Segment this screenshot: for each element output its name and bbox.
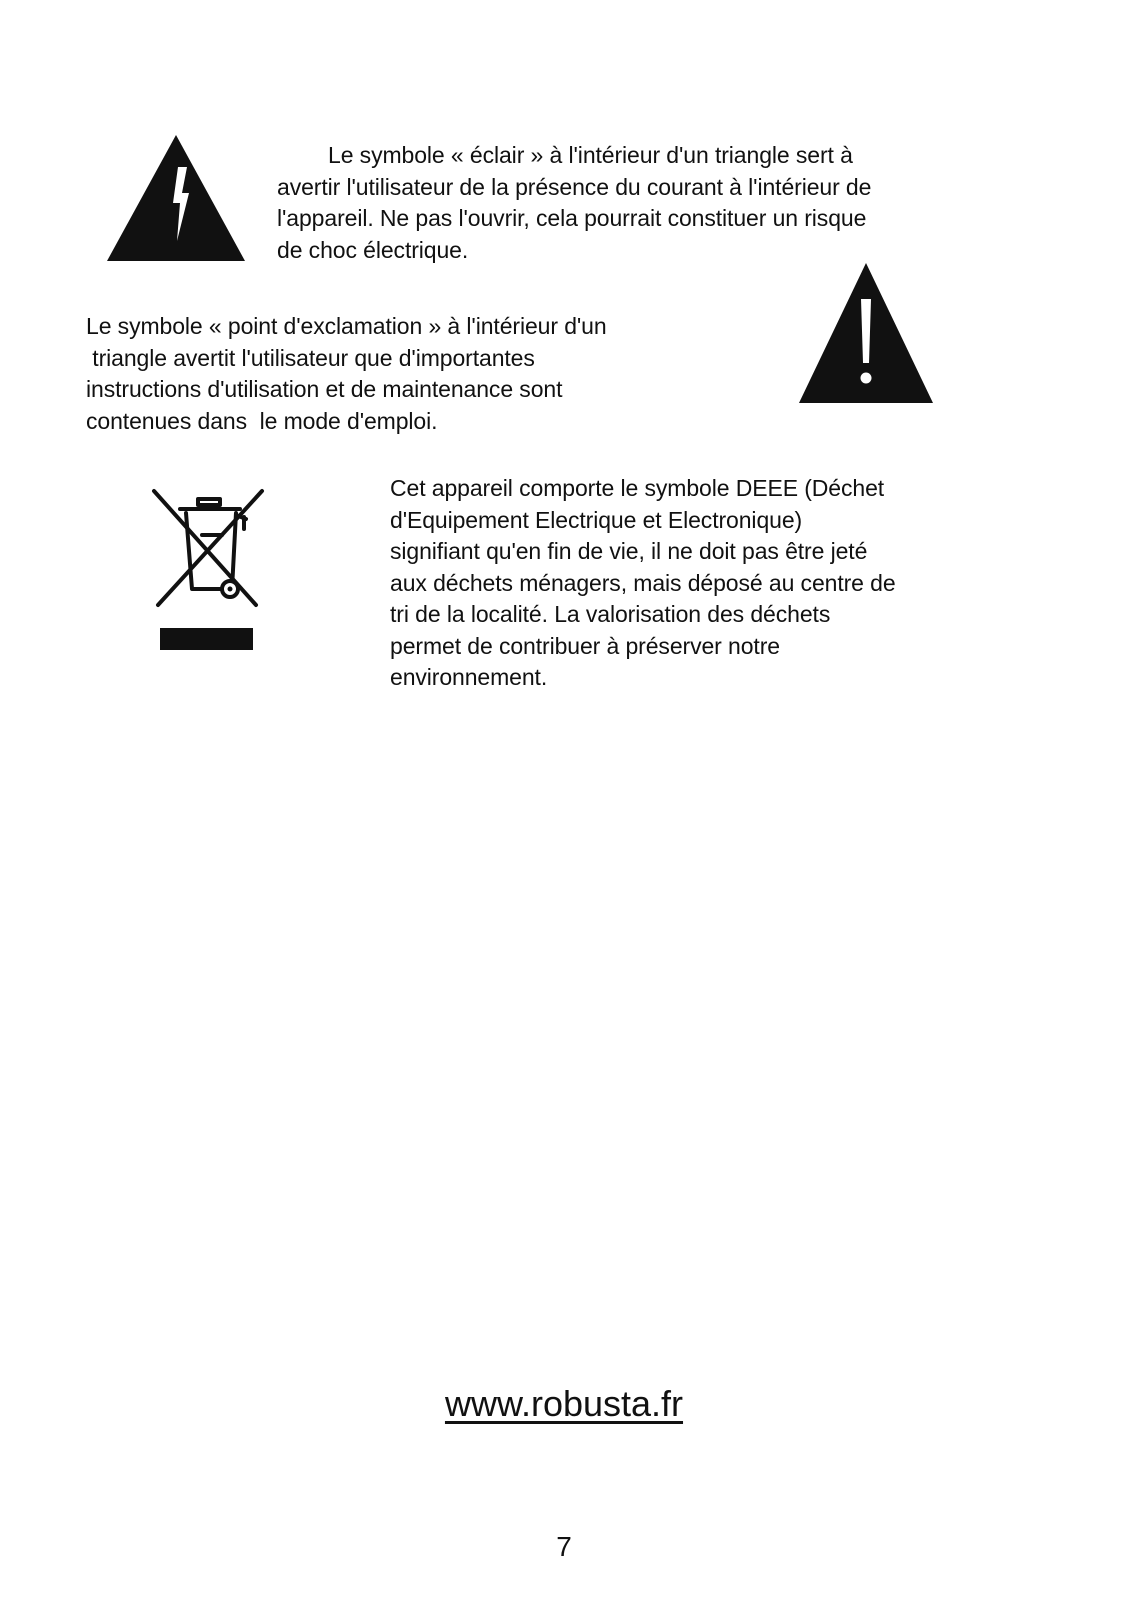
lightning-warning-triangle-icon	[107, 135, 245, 261]
website-link[interactable]: www.robusta.fr	[444, 1383, 684, 1424]
exclamation-warning-text	[86, 311, 607, 437]
lightning-warning-text	[277, 140, 871, 266]
weee-text	[390, 473, 896, 694]
text-line: d'Equipement Electrique et Electronique)	[390, 506, 803, 533]
text-line: environnement.	[390, 664, 548, 690]
website-link-container	[0, 1382, 1128, 1426]
crossed-out-wheelie-bin-icon	[150, 485, 265, 655]
text-line: Le symbole « éclair » à l'intérieur d'un triangle sert à	[328, 142, 853, 168]
text-line: contenues dans le mode d'emploi.	[86, 407, 438, 434]
text-line: tri de la localité. La valorisation des déchets	[390, 601, 831, 627]
text-line: l'appareil. Ne pas l'ouvrir, cela pourrait constituer un risque	[277, 205, 867, 231]
text-line: Le symbole « point d'exclamation » à l'intérieur d'un	[86, 313, 607, 339]
exclamation-warning-triangle-icon	[799, 263, 933, 403]
text-line: avertir l'utilisateur de la présence du courant à l'intérieur de	[277, 173, 872, 200]
text-line: signifiant qu'en fin de vie, il ne doit pas être jeté	[390, 538, 868, 564]
page-number: 7	[556, 1531, 572, 1562]
text-line: de choc électrique.	[277, 236, 469, 263]
text-line: aux déchets ménagers, mais déposé au centre de	[390, 569, 896, 596]
text-line: triangle avertit l'utilisateur que d'importantes	[86, 344, 535, 371]
text-line: Cet appareil comporte le symbole DEEE (Déchet	[390, 475, 885, 501]
text-line: instructions d'utilisation et de maintenance sont	[86, 376, 563, 402]
text-line: permet de contribuer à préserver notre	[390, 632, 780, 659]
